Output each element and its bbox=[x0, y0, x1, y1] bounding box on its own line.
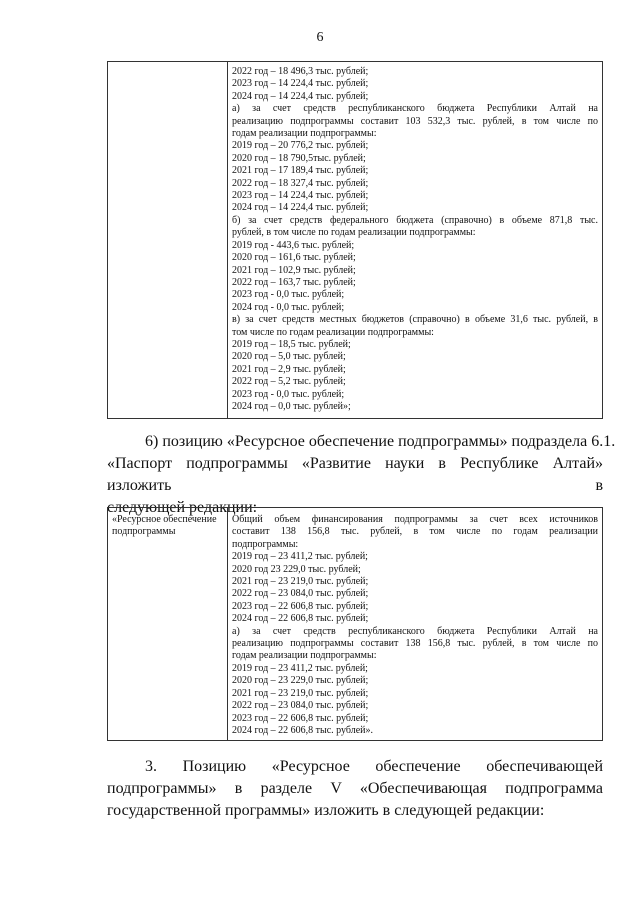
table-line: составит 138 156,8 тыс. рублей, в том числе по годам реализации bbox=[232, 526, 598, 538]
table-line: 2021 год – 2,9 тыс. рублей; bbox=[232, 363, 346, 375]
table-line: реализацию подпрограммы составит 103 532,3 тыс. рублей, в том числе по bbox=[232, 115, 598, 127]
resource-table bbox=[107, 507, 603, 741]
table-line: 2023 год - 0,0 тыс. рублей; bbox=[232, 289, 345, 301]
table-line: 2021 год – 23 219,0 тыс. рублей; bbox=[232, 687, 369, 699]
paragraph-line: следующей редакции: bbox=[107, 499, 258, 516]
table-line: 2023 год – 14 224,4 тыс. рублей; bbox=[232, 190, 369, 202]
table-line: 2023 год – 22 606,8 тыс. рублей; bbox=[232, 712, 369, 724]
paragraph-line: подпрограммы» в разделе V «Обеспечивающая подпрограмма bbox=[107, 780, 603, 797]
resource-table-continued bbox=[107, 61, 603, 419]
table-line: 2024 год – 22 606,8 тыс. рублей; bbox=[232, 613, 369, 625]
table-line: 2024 год – 14 224,4 тыс. рублей; bbox=[232, 90, 369, 102]
table-line: том числе по годам реализации подпрограммы: bbox=[232, 326, 434, 338]
table-line: 2021 год – 102,9 тыс. рублей; bbox=[232, 264, 356, 276]
amendment-paragraph-3 bbox=[107, 756, 603, 822]
table-line: 2024 год – 0,0 тыс. рублей»; bbox=[232, 400, 351, 412]
paragraph-line: государственной программы» изложить в следующей редакции: bbox=[107, 802, 545, 819]
table-line: в) за счет средств местных бюджетов (справочно) в объеме 31,6 тыс. рублей, в bbox=[232, 314, 598, 326]
paragraph-line: «Паспорт подпрограммы «Развитие науки в Республике Алтай» изложить в bbox=[107, 455, 603, 494]
table-line: 2019 год - 443,6 тыс. рублей; bbox=[232, 239, 355, 251]
table-line: Общий объем финансирования подпрограммы за счет всех источников bbox=[232, 514, 598, 525]
table-line: 2023 год - 0,0 тыс. рублей; bbox=[232, 388, 345, 400]
table-line: 2019 год – 23 411,2 тыс. рублей; bbox=[232, 662, 368, 674]
table-line: 2021 год – 17 189,4 тыс. рублей; bbox=[232, 165, 369, 177]
page-number: 6 bbox=[316, 30, 324, 45]
table-left-cell bbox=[112, 514, 224, 539]
table-line: рублей, в том числе по годам реализации подпрограммы: bbox=[232, 227, 476, 239]
table-line: 2022 год – 163,7 тыс. рублей; bbox=[232, 276, 356, 288]
table-line: реализацию подпрограммы составит 138 156,8 тыс. рублей, в том числе по bbox=[232, 638, 598, 650]
table-line: 2021 год – 23 219,0 тыс. рублей; bbox=[232, 576, 369, 588]
table-line: 2023 год – 14 224,4 тыс. рублей; bbox=[232, 78, 369, 90]
table-line: 2020 год 23 229,0 тыс. рублей; bbox=[232, 563, 361, 575]
paragraph-line: 3. Позицию «Ресурсное обеспечение обеспечивающей bbox=[145, 758, 603, 775]
table-line: 2020 год – 23 229,0 тыс. рублей; bbox=[232, 675, 369, 687]
table-line: «Ресурсное обеспечение bbox=[112, 514, 217, 525]
table-line: а) за счет средств республиканского бюджета Республики Алтай на bbox=[232, 625, 598, 637]
table-line: 2024 год – 22 606,8 тыс. рублей». bbox=[232, 724, 374, 736]
table-line: 2019 год – 23 411,2 тыс. рублей; bbox=[232, 551, 368, 563]
table-line: 2024 год - 0,0 тыс. рублей; bbox=[232, 301, 345, 313]
table-line: б) за счет средств федерального бюджета (справочно) в объеме 871,8 тыс. bbox=[232, 214, 598, 226]
table-line: 2022 год – 18 327,4 тыс. рублей; bbox=[232, 177, 369, 189]
table-column-divider bbox=[227, 62, 228, 418]
table-line: годам реализации подпрограммы: bbox=[232, 650, 377, 662]
paragraph-line: 6) позицию «Ресурсное обеспечение подпрограммы» подраздела 6.1. bbox=[145, 433, 616, 450]
table-line: 2019 год – 20 776,2 тыс. рублей; bbox=[232, 140, 369, 152]
table-column-divider bbox=[227, 508, 228, 740]
table-line: 2022 год – 18 496,3 тыс. рублей; bbox=[232, 66, 369, 77]
table-line: годам реализации подпрограммы: bbox=[232, 128, 377, 140]
table-line: 2020 год – 18 790,5тыс. рублей; bbox=[232, 152, 366, 164]
table-line: 2022 год – 23 084,0 тыс. рублей; bbox=[232, 700, 369, 712]
table-line: 2022 год – 5,2 тыс. рублей; bbox=[232, 376, 346, 388]
table-right-cell bbox=[232, 514, 598, 737]
table-right-cell bbox=[232, 66, 598, 413]
table-line: 2022 год – 23 084,0 тыс. рублей; bbox=[232, 588, 369, 600]
table-line: 2020 год – 5,0 тыс. рублей; bbox=[232, 351, 346, 363]
amendment-paragraph-6 bbox=[107, 431, 616, 519]
table-line: подпрограммы bbox=[112, 526, 176, 538]
table-line: 2023 год – 22 606,8 тыс. рублей; bbox=[232, 600, 369, 612]
table-line: 2019 год – 18,5 тыс. рублей; bbox=[232, 338, 351, 350]
table-line: подпрограммы: bbox=[232, 538, 299, 550]
table-line: 2024 год – 14 224,4 тыс. рублей; bbox=[232, 202, 369, 214]
table-line: а) за счет средств республиканского бюджета Республики Алтай на bbox=[232, 103, 598, 115]
table-line: 2020 год – 161,6 тыс. рублей; bbox=[232, 252, 356, 264]
